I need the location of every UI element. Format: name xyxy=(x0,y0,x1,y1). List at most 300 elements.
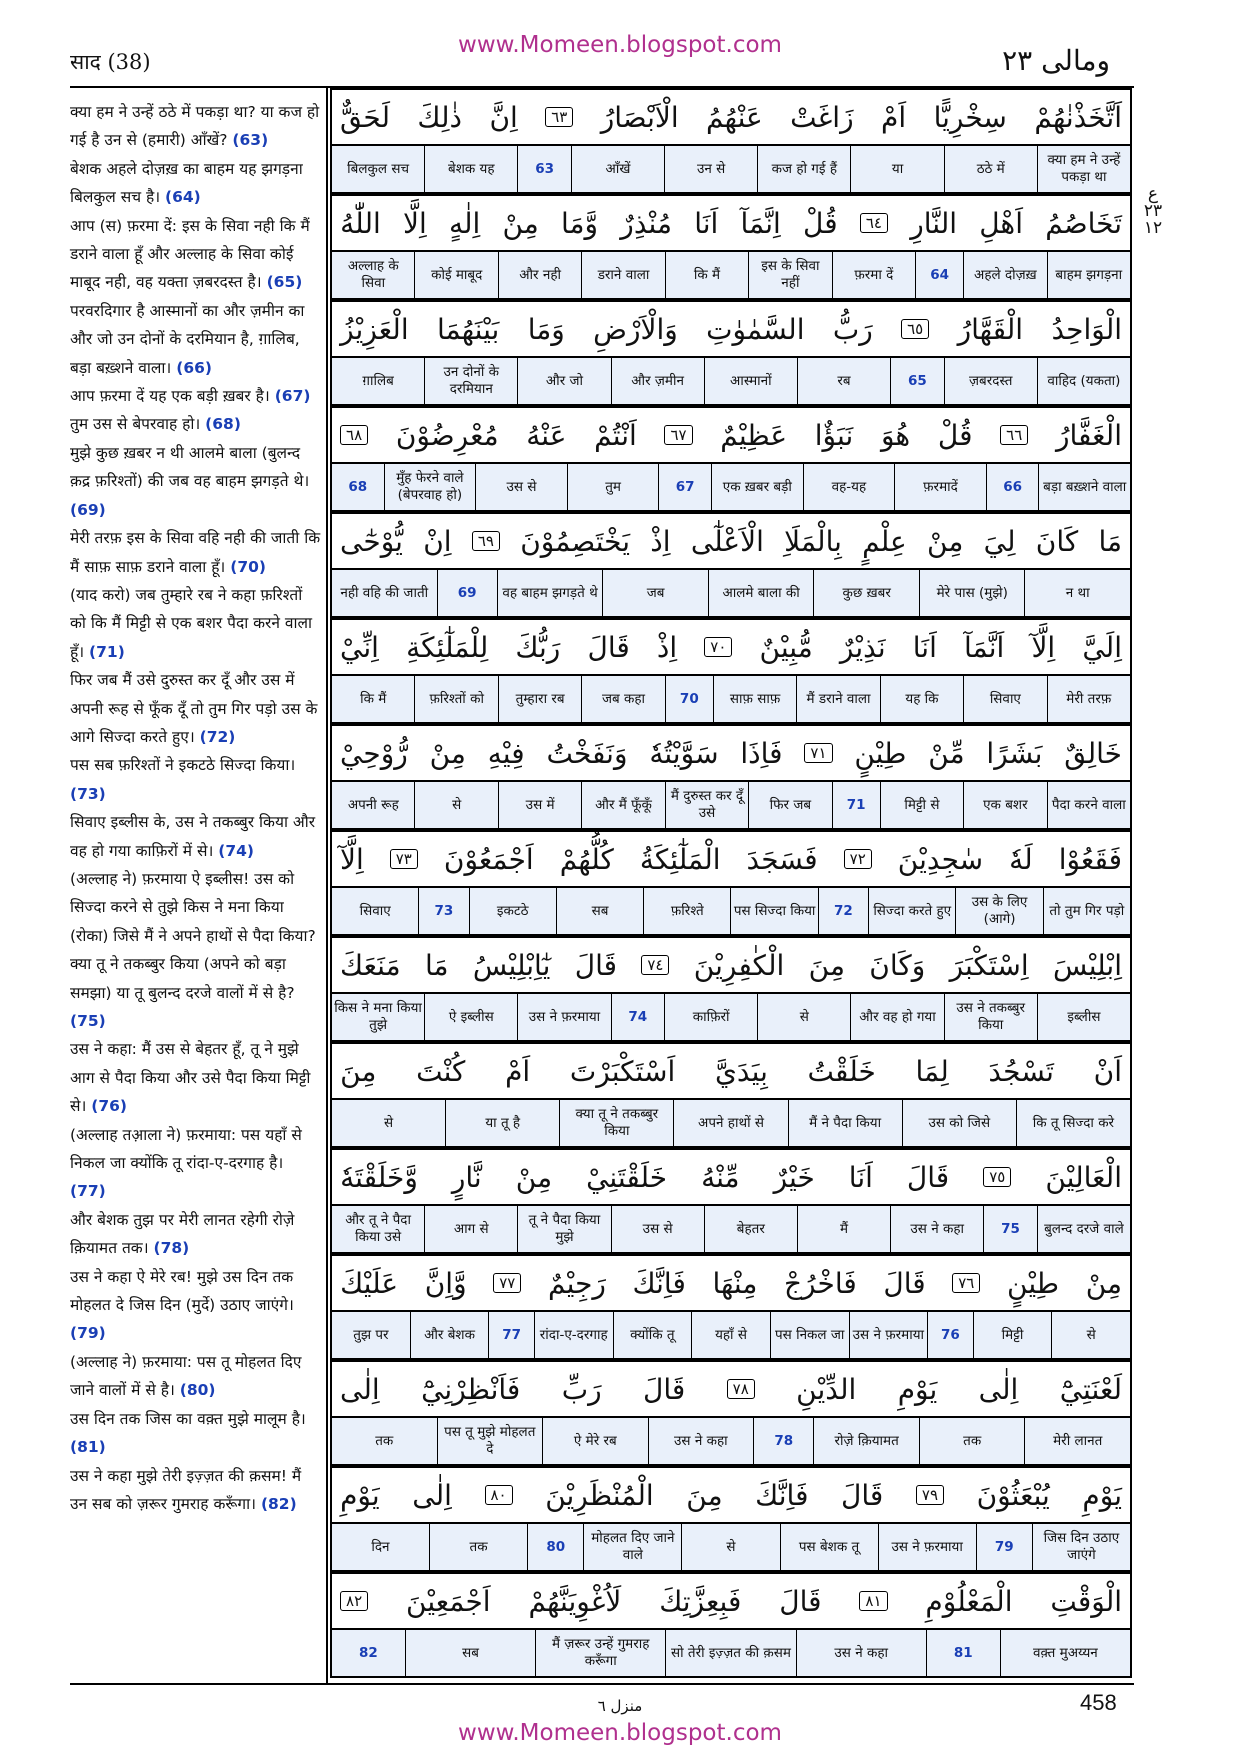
arabic-line xyxy=(330,830,1132,886)
site-url-bottom: www.Momeen.blogspot.com xyxy=(458,1720,782,1746)
arabic-word: وَّاِنَّ xyxy=(424,1266,467,1300)
arabic-word: الْقَهَّارُ xyxy=(957,312,1024,346)
arabic-word: زَاغَتْ xyxy=(790,100,854,134)
ayah-marker: ٦٣ xyxy=(545,107,573,127)
verse-number: (75) xyxy=(70,1012,106,1030)
arabic-word: اِلٰى xyxy=(340,1372,380,1406)
arabic-word: لَهٗ xyxy=(1009,842,1033,876)
word-meaning-cell: उस ने कहा xyxy=(648,1418,754,1464)
arabic-word: رَبِّ xyxy=(561,1372,602,1406)
ayah-marker: ٧٨ xyxy=(727,1379,755,1399)
translation-text: मुझे कुछ ख़बर न थी आलमे बाला (बुलन्द क़द्र फ़रिश्तों) की जब वह बाहम झगड़ते थे। xyxy=(70,443,310,491)
translation-verse xyxy=(70,1206,322,1263)
arabic-word: طِيْنٍ xyxy=(1007,1266,1060,1300)
word-meaning-cell: या तू है xyxy=(445,1100,559,1146)
arabic-word: كَانَ xyxy=(1035,524,1079,558)
word-meaning-cell: उस के लिए (आगे) xyxy=(955,888,1042,934)
cell-verse-number: 68 xyxy=(348,478,368,495)
arabic-word: اِلٰى xyxy=(412,1478,452,1512)
word-meaning-cell: अपने हाथों से xyxy=(673,1100,787,1146)
word-meaning-cell: जिस दिन उठाए जाएंगे xyxy=(1032,1524,1130,1570)
arabic-word: الْغَفَّارُ xyxy=(1055,418,1122,452)
translation-text: उस ने कहा ऐ मेरे रब! मुझे उस दिन तक मोहलत दे जिस दिन (मुर्दे) उठाए जाएंगे। xyxy=(70,1267,294,1315)
arabic-line xyxy=(330,300,1132,356)
word-meaning-cell: पस तू मुझे मोहलत दे xyxy=(437,1418,543,1464)
word-meaning-cell: सिवाए xyxy=(359,902,391,919)
word-meaning-cell: और मैं फूँकूँ xyxy=(581,782,664,828)
word-meaning-cell: क्या हम ने उन्हें पकड़ा था xyxy=(1037,146,1130,192)
arabic-word: مَا xyxy=(1098,524,1122,558)
word-meaning-cell: कोई माबूद xyxy=(414,252,497,298)
cell-verse-number: 65 xyxy=(890,358,944,404)
word-meaning-cell: बेहतर xyxy=(704,1206,797,1252)
arabic-word: اَنْتُمْ xyxy=(594,418,637,452)
word-meaning-cell: कि तू सिज्दा करे xyxy=(1016,1100,1130,1146)
word-meaning-cell: तुझ पर xyxy=(353,1326,389,1343)
arabic-word: فِيْهِ xyxy=(487,736,525,770)
word-meaning-cell: मिट्टी xyxy=(973,1312,1052,1358)
word-meaning-cell: जब xyxy=(602,570,708,616)
cell-verse-number: 67 xyxy=(658,464,711,510)
arabic-word: فَاِنَّكَ xyxy=(755,1478,809,1512)
arabic-word: خَيْرٌ xyxy=(773,1160,815,1194)
word-meaning-cell: यह कि xyxy=(880,676,963,722)
translation-cells xyxy=(330,992,1132,1042)
arabic-word: اِلَّا xyxy=(402,206,427,240)
cell-verse-number: 71 xyxy=(832,782,880,828)
translation-verse xyxy=(70,98,322,155)
arabic-word: عَظِيْمٌ xyxy=(720,418,788,452)
arabic-word: لِمَا xyxy=(915,1054,949,1088)
translation-verse xyxy=(70,1035,322,1120)
arabic-word: سِخْرِيًّا xyxy=(933,100,1007,134)
translation-verse xyxy=(70,410,322,438)
arabic-word: يٰٓاِبْلِيْسُ xyxy=(472,948,551,982)
verse-number: (69) xyxy=(70,500,106,519)
word-meaning-cell: एक ख़बर बड़ी xyxy=(711,464,803,510)
word-meaning-cell: इब्लीस xyxy=(1037,994,1130,1040)
word-meaning-cell: या xyxy=(850,146,943,192)
arabic-word: اَتَّخَذْنٰهُمْ xyxy=(1034,100,1122,134)
word-meaning-cell: उस ने तकब्बुर किया xyxy=(944,994,1037,1040)
cell-verse-number: 64 xyxy=(915,252,963,298)
translation-verse xyxy=(70,1462,322,1519)
word-meaning-cell: मुँह फेरने वाले (बेपरवाह हो) xyxy=(384,464,476,510)
translation-cells xyxy=(330,1522,1132,1572)
ayah-marker: ٦٧ xyxy=(664,425,692,445)
cell-verse-number: 81 xyxy=(926,1630,1000,1676)
word-meaning-cell: फ़रमादें xyxy=(894,464,986,510)
translation-verse xyxy=(70,1263,322,1348)
verse-number: (80) xyxy=(179,1381,216,1400)
arabic-word: اَسْتَكْبَرْتَ xyxy=(569,1054,676,1088)
arabic-line xyxy=(330,512,1132,568)
translation-verse xyxy=(70,751,322,808)
arabic-word: مِنْهَا xyxy=(712,1266,758,1300)
word-meaning-cell: आलमे बाला की xyxy=(708,570,814,616)
arabic-word: وَنَفَخْتُ xyxy=(546,736,628,770)
word-meaning-cell: तक xyxy=(919,1418,1025,1464)
ayah-marker: ٧١ xyxy=(804,743,832,763)
arabic-word: النَّارِ xyxy=(910,206,957,240)
translation-verse xyxy=(70,297,322,382)
arabic-word: لِلْمَلٰٓئِكَةِ xyxy=(406,630,489,664)
word-by-word-grid xyxy=(330,88,1132,1678)
verse-number: (73) xyxy=(70,784,106,803)
translation-verse xyxy=(70,212,322,297)
word-meaning-cell: तुम xyxy=(567,464,659,510)
word-meaning-cell: तक xyxy=(375,1432,394,1449)
word-meaning-cell: और वह हो गया xyxy=(850,994,943,1040)
translation-cells xyxy=(330,1628,1132,1678)
word-meaning-cell: फिर जब xyxy=(748,782,831,828)
word-meaning-cell: वाहिद (यकता) xyxy=(1037,358,1130,404)
word-meaning-cell: सब xyxy=(405,1630,535,1676)
word-meaning-cell: कुछ ख़बर xyxy=(813,570,919,616)
arabic-word: اِنِّيْ xyxy=(340,630,379,664)
word-meaning-cell: साफ़ साफ़ xyxy=(713,676,796,722)
arabic-word: فَبِعِزَّتِكَ xyxy=(659,1584,742,1618)
ayah-marker: ٦٨ xyxy=(340,425,368,445)
translation-text: मेरी तरफ़ इस के सिवा वहि नही की जाती कि मैं साफ़ साफ़ डराने वाला हूँ। xyxy=(70,529,321,576)
ayah-marker: ٨٠ xyxy=(485,1485,513,1505)
word-meaning-cell: अहले दोज़ख़ xyxy=(963,252,1046,298)
cell-verse-number: 76 xyxy=(927,1312,973,1358)
word-meaning-cell: जब कहा xyxy=(581,676,664,722)
arabic-word: وَالْاَرْضِ xyxy=(593,312,678,346)
word-meaning-cell: उस ने फ़रमाया xyxy=(849,1312,928,1358)
page-number: 458 xyxy=(1080,1690,1117,1715)
arabic-word: بِيَدَيَّ xyxy=(715,1054,768,1088)
verse-number: (64) xyxy=(165,188,201,207)
verse-number: (81) xyxy=(70,1438,106,1457)
arabic-word: اِسْتَكْبَرَ xyxy=(949,948,1029,982)
arabic-line xyxy=(330,1466,1132,1522)
arabic-word: الدِّيْنِ xyxy=(796,1372,857,1406)
arabic-word: مُعْرِضُوْنَ xyxy=(395,418,499,452)
arabic-word: قَالَ xyxy=(906,1160,950,1194)
juz-title: ومالى ٢٣ xyxy=(1002,44,1110,77)
arabic-word: قَالَ xyxy=(587,630,630,664)
word-meaning-cell: और जो xyxy=(517,358,610,404)
arabic-word: يَوْمِ xyxy=(897,1372,938,1406)
word-meaning-cell: ज़बरदस्त xyxy=(944,358,1037,404)
arabic-word: الْمَلٰٓئِكَةُ xyxy=(639,842,721,876)
ayah-marker: ٧٧ xyxy=(493,1273,521,1293)
arabic-word: اَنَّمَآ xyxy=(964,630,1005,664)
translation-verse xyxy=(70,1348,322,1405)
arabic-word: اَمْ xyxy=(881,100,907,134)
translation-text: उस ने कहा: मैं उस से बेहतर हूँ, तू ने मुझे आग से पैदा किया और उसे पैदा किया मिट्टी से। xyxy=(70,1040,311,1116)
word-meaning-cell: कज हो गई हैं xyxy=(757,146,850,192)
word-meaning-cell: मैं दुरुस्त कर दूँ उसे xyxy=(665,782,748,828)
word-meaning-cell: किस ने मना किया तुझे xyxy=(334,1000,422,1033)
column-divider xyxy=(326,86,328,1685)
verse-number: (65) xyxy=(266,273,303,292)
translation-cells xyxy=(330,1098,1132,1148)
arabic-word: سَوَّيْتُهٗ xyxy=(649,736,719,770)
word-meaning-cell: उस ने फ़रमाया xyxy=(517,994,610,1040)
arabic-word: رَجِيْمٌ xyxy=(547,1266,606,1300)
word-meaning-cell: मैं ज़रूर उन्हें गुमराह करूँगा xyxy=(535,1630,665,1676)
arabic-word: اِلَيَّ xyxy=(1082,630,1122,664)
word-meaning-cell: से xyxy=(1051,1312,1130,1358)
word-meaning-cell: और नही xyxy=(498,252,581,298)
ayah-marker: ٦٦ xyxy=(1000,425,1028,445)
cell-verse-number: 63 xyxy=(517,146,571,192)
arabic-line xyxy=(330,406,1132,462)
word-meaning-cell: न था xyxy=(1024,570,1130,616)
arabic-word: لَاُغْوِيَنَّهُمْ xyxy=(528,1584,622,1618)
arabic-word: اِنَّمَآ xyxy=(740,206,781,240)
ayah-marker: ٦٥ xyxy=(901,319,929,339)
translation-cells xyxy=(330,780,1132,830)
arabic-word: رَبُّ xyxy=(832,312,873,346)
arabic-word: قَالَ xyxy=(643,1372,686,1406)
arabic-word: اِلٰى xyxy=(978,1372,1019,1406)
verse-number: (76) xyxy=(91,1097,128,1116)
translation-text: तुम उस से बेपरवाह हो। xyxy=(70,415,206,434)
word-meaning-cell: क्या तू ने तकब्बुर किया xyxy=(559,1100,673,1146)
arabic-word: الْوَقْتِ xyxy=(1050,1584,1122,1618)
arabic-line xyxy=(330,1042,1132,1098)
arabic-word: فَاخْرُجْ xyxy=(783,1266,857,1300)
arabic-word: اِنَّ xyxy=(489,100,518,134)
arabic-word: مِنَ xyxy=(340,1054,377,1088)
arabic-word: الْوَاحِدُ xyxy=(1051,312,1122,346)
arabic-line xyxy=(330,1254,1132,1310)
word-meaning-cell: फ़रमा दें xyxy=(832,252,915,298)
word-meaning-cell: मोहलत दिए जाने वाले xyxy=(583,1524,681,1570)
cell-verse-number: 82 xyxy=(359,1644,378,1661)
word-meaning-cell: क्योंकि तू xyxy=(613,1312,692,1358)
manzil-label: منزل ٦ xyxy=(597,1697,643,1715)
cell-verse-number: 80 xyxy=(527,1524,583,1570)
word-meaning-cell: उस में xyxy=(498,782,581,828)
arabic-word: اِذْ xyxy=(650,524,671,558)
arabic-word: اللّٰهُ xyxy=(340,206,381,240)
arabic-word: الْمَعْلُوْمِ xyxy=(925,1584,1013,1618)
verse-number: (79) xyxy=(70,1324,106,1343)
word-meaning-cell: रब xyxy=(797,358,890,404)
arabic-word: هُوَ xyxy=(880,418,911,452)
arabic-word: لِيَ xyxy=(983,524,1016,558)
arabic-word: الْعَزِيْزُ xyxy=(340,312,409,346)
arabic-word: خَلَقْتُ xyxy=(807,1054,876,1088)
word-meaning-cell: अपनी रूह xyxy=(347,796,399,813)
translation-text: (अल्लाह तआ़ला ने) फ़रमाया: पस यहाँ से निकल जा क्योंकि तू रांदा-ए-दरगाह है। xyxy=(70,1125,302,1173)
arabic-word: الْاَعْلٰٓى xyxy=(690,524,764,558)
translation-text: और बेशक तुझ पर मेरी लानत रहेगी रोज़े क़ियामत तक। xyxy=(70,1210,295,1258)
arabic-word: مُّبِيْنٌ xyxy=(759,630,813,664)
word-meaning-cell: पस निकल जा xyxy=(770,1312,849,1358)
cell-verse-number: 74 xyxy=(611,994,665,1040)
arabic-word: الْكٰفِرِيْنَ xyxy=(693,948,785,982)
translation-text: सिवाए इब्लीस के, उस ने तकब्बुर किया और वह हो गया काफ़िरों में से। xyxy=(70,813,316,860)
translation-text: उस ने कहा मुझे तेरी इज़्ज़त की क़सम! मैं उन सब को ज़रूर गुमराह करूँगा। xyxy=(70,1466,302,1513)
arabic-word: رَبُّكَ xyxy=(515,630,561,664)
word-meaning-cell: बाहम झगड़ना xyxy=(1047,252,1130,298)
cell-verse-number: 73 xyxy=(418,888,468,934)
translation-text: बेशक अहले दोज़ख़ का बाहम यह झगड़ना बिलकुल सच है। xyxy=(70,159,303,207)
arabic-line xyxy=(330,88,1132,144)
word-meaning-cell: वक़्त मुअय्यन xyxy=(1000,1630,1130,1676)
arabic-word: الْاَبْصَارُ xyxy=(600,100,679,134)
word-meaning-cell: रांदा-ए-दरगाह xyxy=(534,1312,613,1358)
word-meaning-cell: वह बाहम झगड़ते थे xyxy=(497,570,603,616)
arabic-word: كُلُّهُمْ xyxy=(559,842,614,876)
arabic-line xyxy=(330,618,1132,674)
word-meaning-cell: मेरी तरफ़ xyxy=(1047,676,1130,722)
arabic-word: قَالَ xyxy=(883,1266,926,1300)
word-meaning-cell: कि मैं xyxy=(360,690,387,707)
ayah-marker: ٧٩ xyxy=(916,1485,944,1505)
translation-cells xyxy=(330,356,1132,406)
word-meaning-cell: सिवाए xyxy=(963,676,1046,722)
cell-verse-number: 70 xyxy=(665,676,713,722)
word-meaning-cell: अल्लाह के सिवा xyxy=(347,258,399,291)
arabic-word: بَيْنَهُمَا xyxy=(437,312,500,346)
word-meaning-cell: पस सिज्दा किया xyxy=(730,888,817,934)
word-meaning-cell: ऐ इब्लीस xyxy=(424,994,517,1040)
translation-cells xyxy=(330,1416,1132,1466)
word-meaning-cell: उन दोनों के दरमियान xyxy=(424,358,517,404)
surah-title: साद (38) xyxy=(70,50,151,74)
arabic-word: عَنْهُ xyxy=(526,418,567,452)
arabic-word: مَا xyxy=(424,948,449,982)
arabic-word: عِلْمٍ xyxy=(862,524,907,558)
arabic-line xyxy=(330,194,1132,250)
arabic-word: اَمْ xyxy=(505,1054,531,1088)
arabic-word: عَنْهُمُ xyxy=(706,100,763,134)
arabic-word: ذٰلِكَ xyxy=(417,100,463,134)
translation-text: पस सब फ़रिश्तों ने इकटठे सिज्दा किया। xyxy=(70,756,296,775)
cell-verse-number: 79 xyxy=(976,1524,1032,1570)
word-meaning-cell: इस के सिवा नहीं xyxy=(748,252,831,298)
word-meaning-cell: आस्मानों xyxy=(704,358,797,404)
translation-verse xyxy=(70,666,322,751)
word-meaning-cell: तक xyxy=(429,1524,527,1570)
arabic-word: مِنْ xyxy=(515,1160,553,1194)
arabic-word: مِنْ xyxy=(429,736,466,770)
translation-verse xyxy=(70,155,322,212)
word-meaning-cell: तू ने पैदा किया मुझे xyxy=(517,1206,610,1252)
word-meaning-cell: सो तेरी इज़्ज़त की क़सम xyxy=(665,1630,795,1676)
arabic-word: اِلَّآ xyxy=(1031,630,1056,664)
arabic-word: قُلْ xyxy=(937,418,973,452)
word-meaning-cell: फ़रिश्ते xyxy=(643,888,730,934)
translation-text: उस दिन तक जिस का वक़्त मुझे मालूम है। xyxy=(70,1409,306,1428)
arabic-word: تَخَاصُمُ xyxy=(1045,206,1122,240)
word-meaning-cell: इकटठे xyxy=(469,888,556,934)
arabic-word: فَسَجَدَ xyxy=(746,842,818,876)
translation-cells xyxy=(330,568,1132,618)
word-meaning-cell: और बेशक xyxy=(410,1312,489,1358)
word-meaning-cell: और तू ने पैदा किया उसे xyxy=(345,1212,411,1245)
word-meaning-cell: उस से xyxy=(611,1206,704,1252)
cell-verse-number: 77 xyxy=(488,1312,534,1358)
arabic-word: يَوْمِ xyxy=(340,1478,380,1512)
ayah-marker: ٨١ xyxy=(859,1591,887,1611)
translation-text: फिर जब मैं उसे दुरुस्त कर दूँ और उस में अपनी रूह से फूँक दूँ तो तुम गिर पड़ो उस के आगे सिज्दा करते हुए। xyxy=(70,671,318,746)
word-meaning-cell: उस ने कहा xyxy=(796,1630,926,1676)
word-meaning-cell: नही वहि की जाती xyxy=(340,584,429,601)
arabic-word: يُبْعَثُوْنَ xyxy=(976,1478,1050,1512)
arabic-word: اَجْمَعِيْنَ xyxy=(406,1584,491,1618)
word-meaning-cell: से xyxy=(757,994,850,1040)
word-meaning-cell: उस ने फ़रमाया xyxy=(878,1524,976,1570)
arabic-line xyxy=(330,936,1132,992)
verse-number: (78) xyxy=(153,1239,190,1258)
arabic-word: لَعْنَتِيْٓ xyxy=(1059,1372,1122,1406)
arabic-word: بَشَرًا xyxy=(986,736,1043,770)
ayah-marker: ٧٣ xyxy=(390,849,418,869)
word-meaning-cell: से xyxy=(681,1524,779,1570)
arabic-word: بِالْمَلَاِ xyxy=(784,524,842,558)
translation-cells xyxy=(330,886,1132,936)
arabic-word: اَنَا xyxy=(848,1160,873,1194)
verse-number: (71) xyxy=(89,642,125,661)
translation-cells xyxy=(330,1310,1132,1360)
translation-text: (याद करो) जब तुम्हारे रब ने कहा फ़रिश्तों को कि मैं मिट्टी से एक बशर पैदा करने वाला हूँ। xyxy=(70,585,313,661)
arabic-word: مُنْذِرٌ xyxy=(620,206,672,240)
arabic-word: نَبَؤٌا xyxy=(814,418,854,452)
word-meaning-cell: सिज्दा करते हुए xyxy=(868,888,955,934)
arabic-word: قَالَ xyxy=(841,1478,884,1512)
arabic-word: خَلَقْتَنِيْ xyxy=(586,1160,668,1194)
word-meaning-cell: तो तुम गिर पड़ो xyxy=(1043,888,1130,934)
word-meaning-cell: और ज़मीन xyxy=(611,358,704,404)
arabic-line xyxy=(330,724,1132,780)
word-meaning-cell: फ़रिश्तों को xyxy=(414,676,497,722)
translation-cells xyxy=(330,144,1132,194)
cell-verse-number: 66 xyxy=(986,464,1039,510)
arabic-word: اَنَا xyxy=(912,630,937,664)
word-meaning-cell: पैदा करने वाला xyxy=(1047,782,1130,828)
arabic-word: اِلٰهٍ xyxy=(448,206,481,240)
ayah-marker: ٧٥ xyxy=(983,1167,1011,1187)
arabic-word: وَّخَلَقْتَهٗ xyxy=(340,1160,418,1194)
translation-verse xyxy=(70,439,322,524)
arabic-word: يَخْتَصِمُوْنَ xyxy=(520,524,631,558)
translation-text: परवरदिगार है आस्मानों का और ज़मीन का और जो उन दोनों के दरमियान है, ग़ालिब, बड़ा बख़्शने वाला। xyxy=(70,301,305,377)
arabic-word: مِنْ xyxy=(927,524,964,558)
translation-cells xyxy=(330,674,1132,724)
ayah-marker: ٦٩ xyxy=(472,531,500,551)
arabic-word: قُلْ xyxy=(803,206,838,240)
arabic-word: طِيْنٍ xyxy=(854,736,907,770)
translation-verse xyxy=(70,808,322,865)
translation-verse xyxy=(70,524,322,581)
arabic-word: اِذْ xyxy=(656,630,678,664)
translation-text: आप फ़रमा दें यह एक बड़ी ख़बर है। xyxy=(70,387,275,406)
arabic-word: الْعَالِيْنَ xyxy=(1045,1160,1122,1194)
arabic-word: اَنَا xyxy=(694,206,719,240)
word-meaning-cell: दिन xyxy=(371,1538,390,1555)
verse-number: (63) xyxy=(232,131,269,150)
arabic-line xyxy=(330,1148,1132,1204)
arabic-line xyxy=(330,1572,1132,1628)
word-meaning-cell: बड़ा बख़्शने वाला xyxy=(1038,464,1130,510)
verse-number: (74) xyxy=(218,841,254,860)
word-meaning-cell: आँखें xyxy=(571,146,664,192)
arabic-word: لَحَقٌّ xyxy=(340,100,390,134)
word-meaning-cell: ऐ मेरे रब xyxy=(542,1418,648,1464)
cell-verse-number: 78 xyxy=(753,1418,813,1464)
word-meaning-cell: यहाँ से xyxy=(691,1312,770,1358)
ayah-marker: ٧٢ xyxy=(844,849,872,869)
word-meaning-cell: मेरे पास (मुझे) xyxy=(919,570,1025,616)
